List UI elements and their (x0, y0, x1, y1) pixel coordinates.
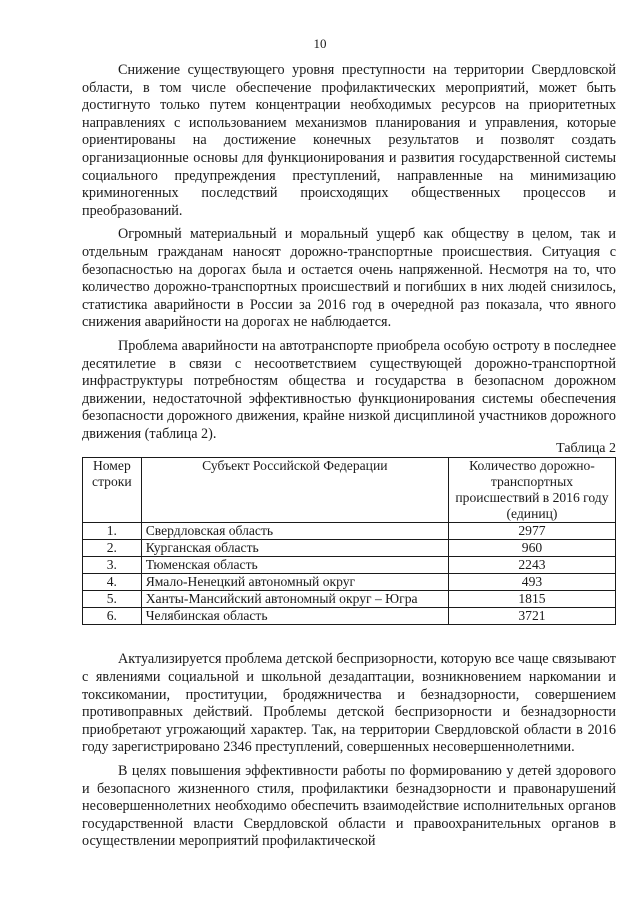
row-count: 493 (448, 574, 615, 591)
row-number: 3. (83, 557, 142, 574)
accidents-table (82, 457, 616, 625)
row-count: 2977 (448, 523, 615, 540)
page-number: 10 (313, 36, 327, 51)
row-count: 3721 (448, 608, 615, 625)
table-header-row (83, 458, 616, 523)
paragraph: Проблема аварийности на автотранспорте приобрела особую остроту в последнее десятилетие в связи с несоответствием существующей дорожно-транспортной инфраструктуры потребностям общества и государства в безопасном дорожном движении, недостаточной эффективностью функционирования системы обеспечения безопасности дорожного движения, крайне низкой дисциплиной участников дорожного движения (таблица 2). (82, 337, 616, 442)
header-count: Количество дорожно-транспортных происшествий в 2016 году (единиц) (448, 458, 615, 523)
paragraph: Огромный материальный и моральный ущерб как обществу в целом, так и отдельным гражданам наносят дорожно-транспортные происшествия. Ситуация с безопасностью на дорогах была и остается очень напряженной. Несмотря на то, что количество дорожно-транспортных происшествий и погибших в них людей снизилось, статистика аварийности в России за 2016 год в очередной раз показала, что явного снижения аварийности на дорогах не наблюдается. (82, 226, 616, 331)
header-number: Номер строки (83, 458, 142, 523)
document-body (82, 62, 616, 857)
row-count: 2243 (448, 557, 615, 574)
row-number: 6. (83, 608, 142, 625)
row-number: 2. (83, 540, 142, 557)
row-subject: Свердловская область (141, 523, 448, 540)
row-subject: Челябинская область (141, 608, 448, 625)
table-row (83, 574, 616, 591)
paragraph: Снижение существующего уровня преступности на территории Свердловской области, в том числе обеспечение профилактических мероприятий, может быть достигнуто только путем концентрации необходимых ресурсов на приоритетных направлениях с использованием механизмов планирования и управления, которые ориентированы на достижение конечных результатов и позволят создать организационные основы для функционирования и развития государственной системы социального предупреждения преступлений, направленные на минимизацию криминогенных последствий происходящих общественных процессов и преобразований. (82, 62, 616, 219)
row-count: 1815 (448, 591, 615, 608)
paragraph: Актуализируется проблема детской беспризорности, которую все чаще связывают с явлениями социальной и школьной дезадаптации, возникновением наркомании и токсикомании, проституции, бродяжничества и безнадзорности, совершением противоправных действий. Проблемы детской беспризорности и безнадзорности приобретают угрожающий характер. Так, на территории Свердловской области в 2016 году зарегистрировано 2346 преступлений, совершенных несовершеннолетними. (82, 651, 616, 756)
row-number: 1. (83, 523, 142, 540)
table-row (83, 608, 616, 625)
table-caption: Таблица 2 (556, 441, 616, 457)
paragraph: В целях повышения эффективности работы по формированию у детей здорового и безопасного жизненного стиля, профилактики безнадзорности и правонарушений несовершеннолетних необходимо обеспечить взаимодействие исполнительных органов государственной власти Свердловской области и правоохранительных органов в осуществлении мероприятий профилактической (82, 763, 616, 850)
row-subject: Курганская область (141, 540, 448, 557)
row-subject: Тюменская область (141, 557, 448, 574)
table-row (83, 557, 616, 574)
row-number: 5. (83, 591, 142, 608)
table-row (83, 540, 616, 557)
table-row (83, 591, 616, 608)
row-subject: Ханты-Мансийский автономный округ – Югра (141, 591, 448, 608)
table-row (83, 523, 616, 540)
row-count: 960 (448, 540, 615, 557)
header-subject: Субъект Российской Федерации (141, 458, 448, 523)
row-subject: Ямало-Ненецкий автономный округ (141, 574, 448, 591)
row-number: 4. (83, 574, 142, 591)
